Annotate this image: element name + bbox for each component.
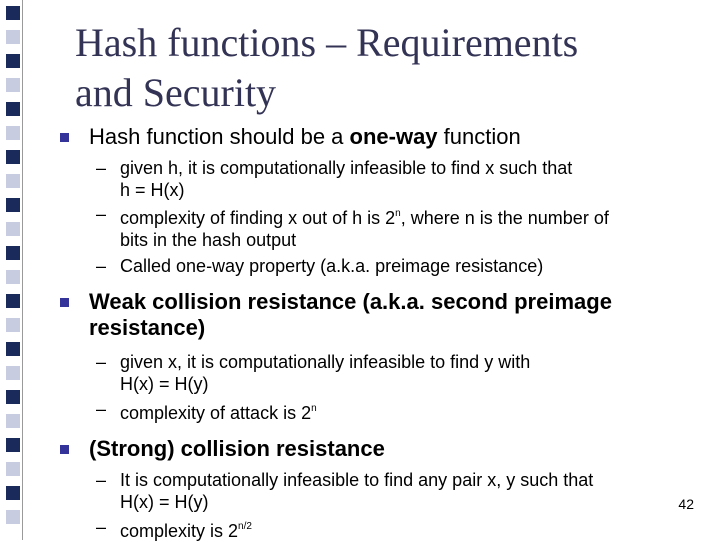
bullet-square-icon <box>60 133 69 142</box>
sub-item <box>60 157 700 201</box>
strip-block <box>6 174 20 188</box>
decorative-side-strip <box>0 0 26 540</box>
sub-item-line: Called one-way property (a.k.a. preimage resistance) <box>120 256 544 276</box>
bullet-text-pre: Hash function should be a <box>89 124 350 149</box>
sub-item-line: h = H(x) <box>120 180 185 200</box>
sub-item-line: H(x) = H(y) <box>120 374 209 394</box>
strip-block <box>6 462 20 476</box>
bullet-line: resistance) <box>89 315 206 340</box>
sub-item-line <box>120 516 700 542</box>
sub-item-text: complexity of finding x out of h is 2 <box>120 208 396 228</box>
strip-block <box>6 78 20 92</box>
bullet-square-icon <box>60 445 69 454</box>
strip-block <box>6 6 20 20</box>
sub-item <box>60 203 700 251</box>
dash-marker: – <box>96 470 107 490</box>
dash-marker: – <box>96 158 107 178</box>
bullet-text-post: function <box>437 124 521 149</box>
sub-item-line: H(x) = H(y) <box>120 492 209 512</box>
sub-item-line <box>120 398 700 424</box>
sub-item-text: complexity of attack is 2 <box>120 403 312 423</box>
strip-block <box>6 414 20 428</box>
strip-block <box>6 54 20 68</box>
strip-block <box>6 30 20 44</box>
slide-body <box>60 124 700 542</box>
bullet-one-way <box>60 124 700 150</box>
strip-block <box>6 246 20 260</box>
superscript: n <box>311 403 317 414</box>
strip-block <box>6 126 20 140</box>
sub-item <box>60 255 700 277</box>
sub-item-text: , where n is the number of <box>400 208 609 228</box>
strip-block <box>6 438 20 452</box>
sub-list-one-way <box>60 157 700 277</box>
strip-block <box>6 486 20 500</box>
strip-block <box>6 294 20 308</box>
dash-marker: – <box>96 399 107 419</box>
dash-marker: – <box>96 517 107 537</box>
sub-list-strong-collision <box>60 469 700 542</box>
strip-block <box>6 342 20 356</box>
slide-title-line-2: and Security <box>75 70 277 115</box>
slide-title <box>75 18 695 118</box>
sub-item-line: It is computationally infeasible to find any pair x, y such that <box>120 470 594 490</box>
dash-marker: – <box>96 204 107 224</box>
dash-marker: – <box>96 352 107 372</box>
bullet-text-bold: one-way <box>349 124 438 149</box>
slide-title-line-1: Hash functions – Requirements <box>75 20 579 65</box>
sub-item-line <box>120 203 700 229</box>
strip-block <box>6 102 20 116</box>
sub-item <box>60 469 700 513</box>
strip-block <box>6 150 20 164</box>
sub-item <box>60 351 700 395</box>
strip-block <box>6 318 20 332</box>
strip-block <box>6 198 20 212</box>
sub-item-line: bits in the hash output <box>120 230 297 250</box>
bullet-line: Weak collision resistance (a.k.a. second preimage <box>89 289 612 314</box>
strip-block <box>6 510 20 524</box>
bullet-line: (Strong) collision resistance <box>89 436 385 461</box>
bullet-strong-collision <box>60 436 700 462</box>
strip-block <box>6 390 20 404</box>
strip-divider <box>22 0 23 540</box>
strip-block <box>6 270 20 284</box>
sub-item <box>60 516 700 542</box>
strip-block <box>6 366 20 380</box>
sub-item-line: given x, it is computationally infeasible to find y with <box>120 352 531 372</box>
sub-item-text: complexity is 2 <box>120 521 239 541</box>
sub-item <box>60 398 700 424</box>
sub-list-weak-collision <box>60 351 700 424</box>
superscript: n/2 <box>238 521 252 532</box>
dash-marker: – <box>96 256 107 276</box>
sub-item-line: given h, it is computationally infeasible to find x such that <box>120 158 573 178</box>
superscript: n <box>395 208 401 219</box>
bullet-square-icon <box>60 298 69 307</box>
bullet-weak-collision <box>60 289 700 341</box>
strip-block <box>6 222 20 236</box>
page-number: 42 <box>678 496 694 512</box>
